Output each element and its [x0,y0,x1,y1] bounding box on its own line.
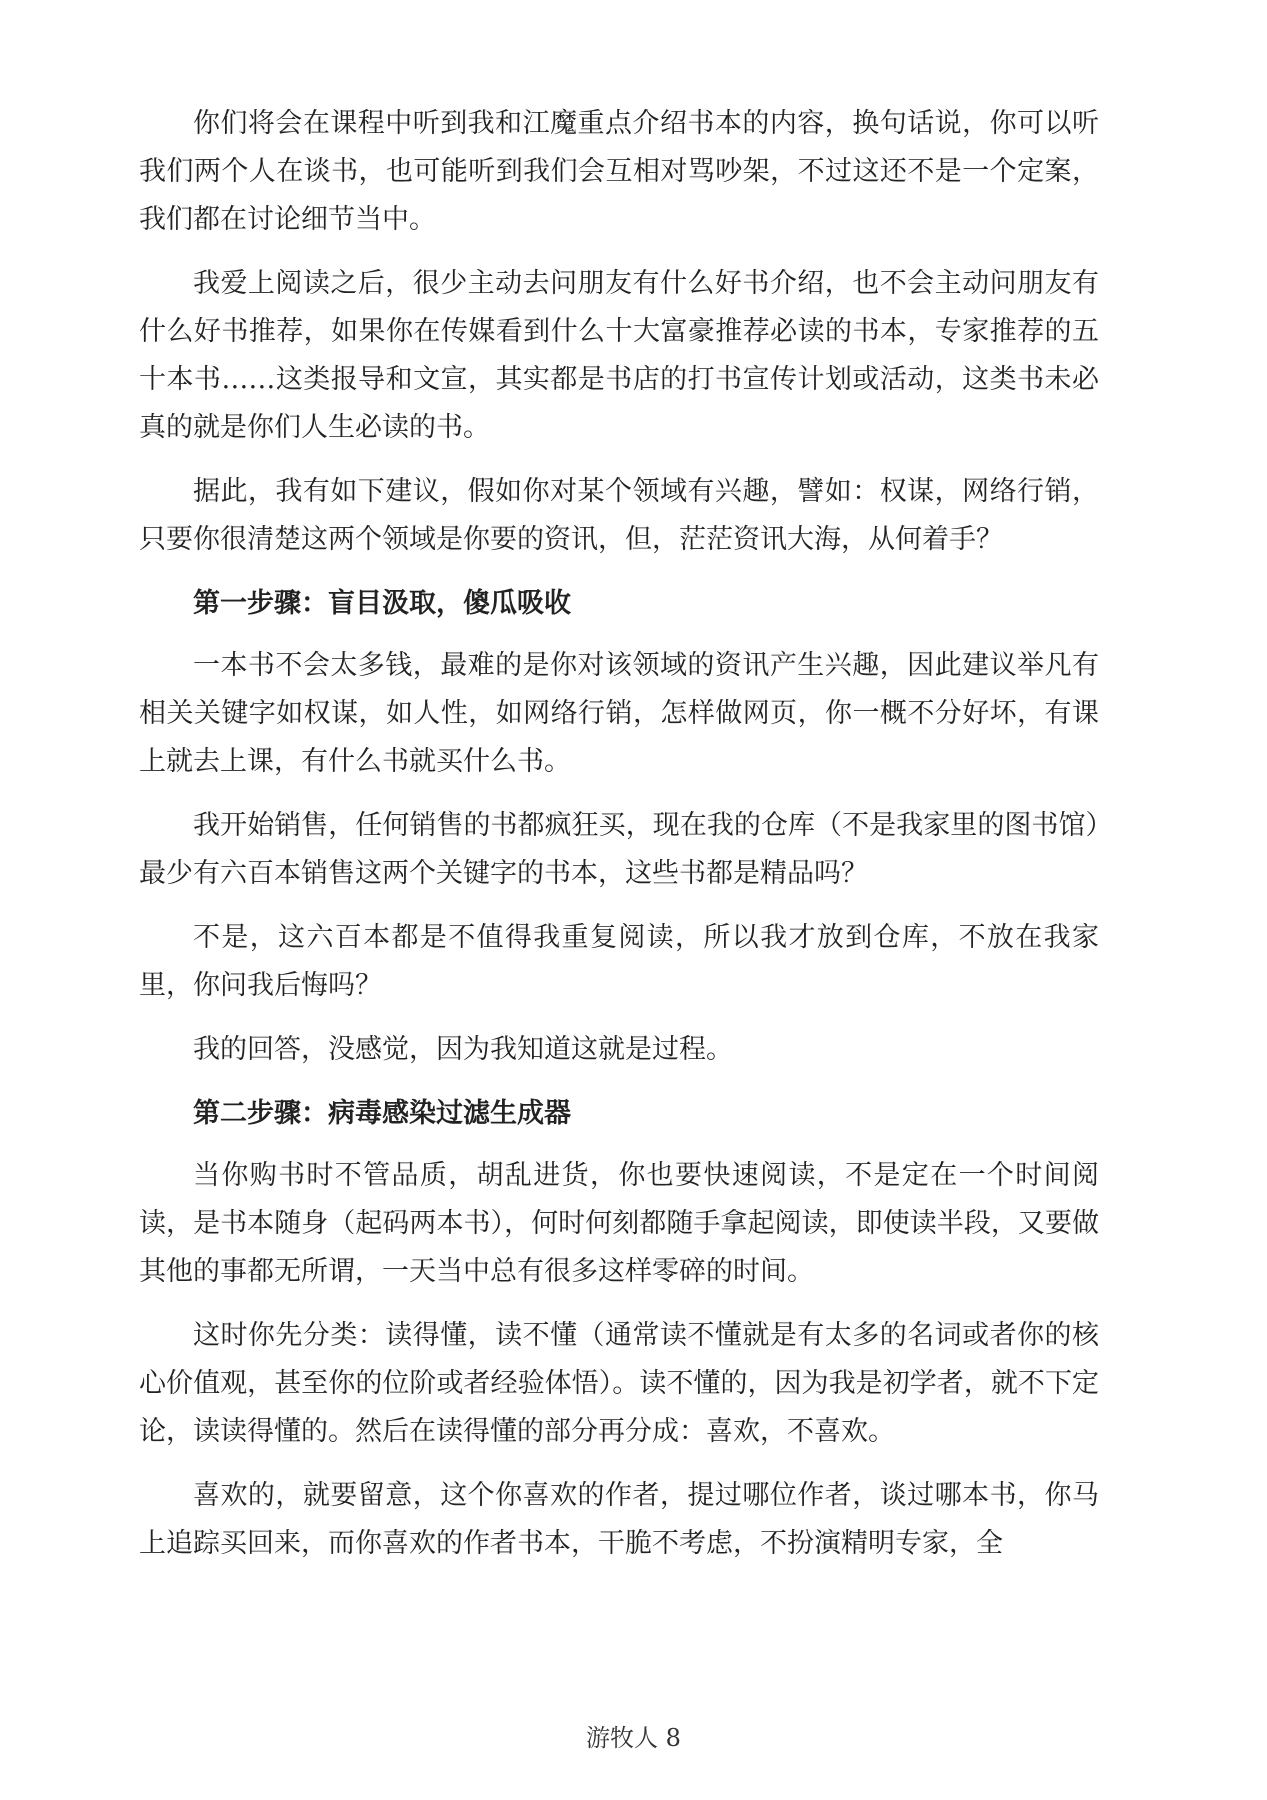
paragraph: 你们将会在课程中听到我和江魔重点介绍书本的内容，换句话说，你可以听我们两个人在谈书，也可能听到我们会互相对骂吵架，不过这还不是一个定案，我们都在讨论细节当中。 [139,108,1099,235]
paragraph: 不是，这六百本都是不值得我重复阅读，所以我才放到仓库，不放在我家里，你问我后悔吗？ [139,922,1099,1001]
paragraph: 我开始销售，任何销售的书都疯狂买，现在我的仓库（不是我家里的图书馆）最少有六百本销售这两个关键字的书本，这些书都是精品吗？ [139,810,1099,889]
page-footer: 游牧人 8 [586,1724,681,1752]
paragraph: 一本书不会太多钱，最难的是你对该领域的资讯产生兴趣，因此建议举凡有相关关键字如权谋，如人性，如网络行销，怎样做网页，你一概不分好坏，有课上就去上课，有什么书就买什么书。 [139,650,1099,777]
section-heading: 第二步骤：病毒感染过滤生成器 [193,1098,571,1129]
paragraph: 我的回答，没感觉，因为我知道这就是过程。 [193,1034,733,1065]
paragraph: 喜欢的，就要留意，这个你喜欢的作者，提过哪位作者，谈过哪本书，你马上追踪买回来，而你喜欢的作者书本，干脆不考虑，不扮演精明专家，全 [139,1480,1099,1559]
paragraph: 当你购书时不管品质，胡乱进货，你也要快速阅读，不是定在一个时间阅读，是书本随身（起码两本书），何时何刻都随手拿起阅读，即使读半段，又要做其他的事都无所谓，一天当中总有很多这样零碎的时间。 [139,1160,1099,1287]
section-heading: 第一步骤：盲目汲取，傻瓜吸收 [193,588,571,619]
paragraph: 据此，我有如下建议，假如你对某个领域有兴趣，譬如：权谋，网络行销，只要你很清楚这两个领域是你要的资讯，但，茫茫资讯大海，从何着手？ [139,476,1099,555]
paragraph: 这时你先分类：读得懂，读不懂（通常读不懂就是有太多的名词或者你的核心价值观，甚至你的位阶或者经验体悟）。读不懂的，因为我是初学者，就不下定论，读读得懂的。然后在读得懂的部分再分成：喜欢，不喜欢。 [139,1320,1099,1447]
document-body [139,100,1099,1584]
paragraph: 我爱上阅读之后，很少主动去问朋友有什么好书介绍，也不会主动问朋友有什么好书推荐，如果你在传媒看到什么十大富豪推荐必读的书本，专家推荐的五十本书……这类报导和文宣，其实都是书店的打书宣传计划或活动，这类书未必真的就是你们人生必读的书。 [139,268,1099,443]
